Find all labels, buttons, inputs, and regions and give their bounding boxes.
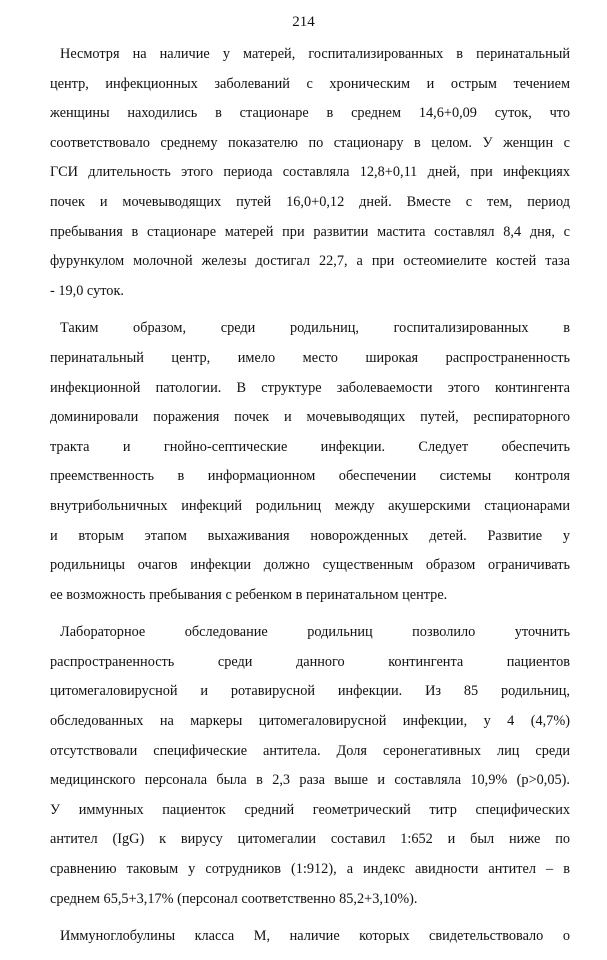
text-line: медицинского персонала была в 2,3 раза выше и составляла 10,9% (р>0,05). <box>50 772 570 789</box>
text-line: преемственность в информационном обеспечении системы контроля <box>50 468 570 485</box>
text-line: Лабораторное обследование родильниц позволило уточнить <box>60 624 570 641</box>
body-text <box>50 40 570 960</box>
text-line: перинатальный центр, имело место широкая распространенность <box>50 349 570 366</box>
text-line: внутрибольничных инфекций родильниц между акушерскими стационарами <box>50 497 570 514</box>
paragraph <box>50 922 570 952</box>
text-line: пребывания в стационаре матерей при развитии мастита составлял 8,4 дня, с <box>50 223 570 240</box>
text-line: тракта и гнойно-септические инфекции. Следует обеспечить <box>50 438 570 455</box>
text-line: и вторым этапом выхаживания новорожденных детей. Развитие у <box>50 527 570 544</box>
text-line: центр, инфекционных заболеваний с хроническим и острым течением <box>50 75 570 92</box>
text-line: родильницы очагов инфекции должно существенным образом ограничивать <box>50 557 570 574</box>
text-line: Несмотря на наличие у матерей, госпитализированных в перинатальный <box>60 46 570 62</box>
text-line: доминировали поражения почек и мочевыводящих путей, респираторного <box>50 409 570 426</box>
text-line: фурункулом молочной железы достигал 22,7, а при остеомиелите костей таза <box>50 253 570 270</box>
text-line: Иммуноглобулины класса М, наличие которых свидетельствовало о <box>60 928 570 945</box>
text-line: обследованных на маркеры цитомегаловирусной инфекции, у 4 (4,7%) <box>50 713 570 730</box>
text-line: сравнению таковым у сотрудников (1:912), а индекс авидности антител – в <box>50 861 570 878</box>
text-line: распространенность среди данного контингента пациентов <box>50 653 570 670</box>
paragraph <box>50 40 570 306</box>
text-line: отсутствовали специфические антитела. Доля серонегативных лиц среди <box>50 742 570 759</box>
text-line: соответствовало среднему показателю по стационару в целом. У женщин с <box>50 134 570 151</box>
text-line: - 19,0 суток. <box>50 282 124 299</box>
text-line: Таким образом, среди родильниц, госпитализированных в <box>60 320 570 337</box>
text-line: женщины находились в стационаре в среднем 14,6+0,09 суток, что <box>50 105 570 122</box>
paragraph <box>50 618 570 914</box>
paragraph <box>50 314 570 610</box>
text-line: ее возможность пребывания с ребенком в перинатальном центре. <box>50 586 448 603</box>
text-line: цитомегаловирусной и ротавирусной инфекции. Из 85 родильниц, <box>50 683 570 700</box>
text-line: антител (IgG) к вирусу цитомегалии составил 1:652 и был ниже по <box>50 831 570 848</box>
page-number: 214 <box>292 14 315 30</box>
text-line: ГСИ длительность этого периода составляла 12,8+0,11 дней, при инфекциях <box>50 164 570 181</box>
text-line: У иммунных пациенток средний геометрический титр специфических <box>50 801 570 818</box>
text-line: среднем 65,5+3,17% (персонал соответственно 85,2+3,10%). <box>50 890 418 907</box>
text-line: почек и мочевыводящих путей 16,0+0,12 дней. Вместе с тем, период <box>50 193 570 210</box>
text-line: инфекционной патологии. В структуре заболеваемости этого контингента <box>50 379 570 396</box>
